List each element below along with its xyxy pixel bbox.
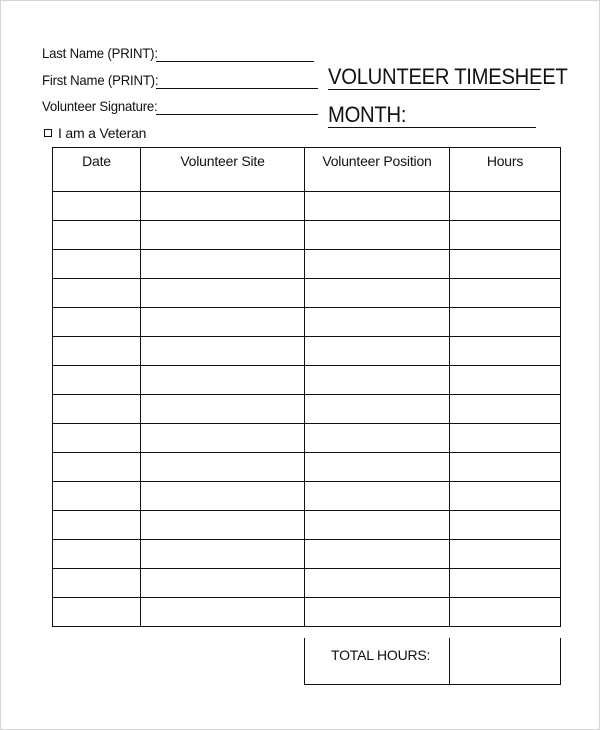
table-row bbox=[53, 250, 561, 279]
volunteer-site-cell[interactable] bbox=[141, 395, 305, 424]
volunteer-position-cell[interactable] bbox=[305, 250, 450, 279]
veteran-checkbox-row[interactable] bbox=[44, 125, 146, 141]
volunteer-site-cell[interactable] bbox=[141, 366, 305, 395]
hours-cell[interactable] bbox=[450, 308, 561, 337]
date-cell[interactable] bbox=[53, 424, 141, 453]
date-cell[interactable] bbox=[53, 482, 141, 511]
volunteer-position-cell[interactable] bbox=[305, 511, 450, 540]
date-cell[interactable] bbox=[53, 192, 141, 221]
hours-cell[interactable] bbox=[450, 337, 561, 366]
column-header-date: Date bbox=[53, 148, 141, 192]
veteran-label: I am a Veteran bbox=[58, 125, 147, 141]
hours-cell[interactable] bbox=[450, 598, 561, 627]
volunteer-site-cell[interactable] bbox=[141, 511, 305, 540]
hours-cell[interactable] bbox=[450, 511, 561, 540]
column-header-site: Volunteer Site bbox=[141, 148, 305, 192]
hours-cell[interactable] bbox=[450, 395, 561, 424]
total-hours-label: TOTAL HOURS: bbox=[305, 638, 450, 685]
first-name-label: First Name (PRINT): bbox=[42, 72, 159, 88]
column-header-hours: Hours bbox=[450, 148, 561, 192]
volunteer-site-cell[interactable] bbox=[141, 453, 305, 482]
table-row bbox=[53, 598, 561, 627]
volunteer-position-cell[interactable] bbox=[305, 337, 450, 366]
hours-cell[interactable] bbox=[450, 366, 561, 395]
table-row bbox=[53, 540, 561, 569]
timesheet-table bbox=[52, 147, 561, 627]
veteran-checkbox[interactable] bbox=[44, 129, 52, 137]
table-row bbox=[53, 453, 561, 482]
volunteer-position-cell[interactable] bbox=[305, 221, 450, 250]
date-cell[interactable] bbox=[53, 337, 141, 366]
volunteer-position-cell[interactable] bbox=[305, 308, 450, 337]
date-cell[interactable] bbox=[53, 221, 141, 250]
hours-cell[interactable] bbox=[450, 279, 561, 308]
hours-cell[interactable] bbox=[450, 221, 561, 250]
signature-label: Volunteer Signature: bbox=[42, 98, 158, 114]
hours-cell[interactable] bbox=[450, 569, 561, 598]
date-cell[interactable] bbox=[53, 569, 141, 598]
signature-field[interactable] bbox=[156, 114, 318, 115]
volunteer-site-cell[interactable] bbox=[141, 279, 305, 308]
volunteer-position-cell[interactable] bbox=[305, 540, 450, 569]
total-hours-cell[interactable] bbox=[450, 638, 561, 685]
date-cell[interactable] bbox=[53, 598, 141, 627]
table-row bbox=[53, 569, 561, 598]
month-label: MONTH: bbox=[328, 102, 407, 127]
date-cell[interactable] bbox=[53, 540, 141, 569]
date-cell[interactable] bbox=[53, 453, 141, 482]
volunteer-site-cell[interactable] bbox=[141, 540, 305, 569]
hours-cell[interactable] bbox=[450, 250, 561, 279]
total-hours-block bbox=[304, 638, 561, 685]
volunteer-site-cell[interactable] bbox=[141, 598, 305, 627]
hours-cell[interactable] bbox=[450, 453, 561, 482]
volunteer-site-cell[interactable] bbox=[141, 250, 305, 279]
hours-cell[interactable] bbox=[450, 192, 561, 221]
table-row bbox=[53, 308, 561, 337]
volunteer-site-cell[interactable] bbox=[141, 337, 305, 366]
volunteer-position-cell[interactable] bbox=[305, 192, 450, 221]
table-row bbox=[53, 511, 561, 540]
volunteer-site-cell[interactable] bbox=[141, 569, 305, 598]
volunteer-position-cell[interactable] bbox=[305, 279, 450, 308]
last-name-field[interactable] bbox=[156, 61, 314, 62]
last-name-label: Last Name (PRINT): bbox=[42, 45, 158, 61]
date-cell[interactable] bbox=[53, 366, 141, 395]
title-underline bbox=[328, 89, 540, 90]
table-row bbox=[53, 279, 561, 308]
volunteer-site-cell[interactable] bbox=[141, 424, 305, 453]
volunteer-position-cell[interactable] bbox=[305, 482, 450, 511]
date-cell[interactable] bbox=[53, 511, 141, 540]
volunteer-site-cell[interactable] bbox=[141, 192, 305, 221]
table-row bbox=[53, 366, 561, 395]
hours-cell[interactable] bbox=[450, 424, 561, 453]
hours-cell[interactable] bbox=[450, 482, 561, 511]
volunteer-position-cell[interactable] bbox=[305, 453, 450, 482]
date-cell[interactable] bbox=[53, 279, 141, 308]
first-name-field[interactable] bbox=[156, 88, 318, 89]
table-row bbox=[53, 482, 561, 511]
volunteer-position-cell[interactable] bbox=[305, 366, 450, 395]
volunteer-position-cell[interactable] bbox=[305, 395, 450, 424]
volunteer-position-cell[interactable] bbox=[305, 569, 450, 598]
hours-cell[interactable] bbox=[450, 540, 561, 569]
date-cell[interactable] bbox=[53, 395, 141, 424]
table-row bbox=[53, 221, 561, 250]
column-header-position: Volunteer Position bbox=[305, 148, 450, 192]
date-cell[interactable] bbox=[53, 250, 141, 279]
volunteer-site-cell[interactable] bbox=[141, 221, 305, 250]
table-row bbox=[53, 395, 561, 424]
month-field[interactable] bbox=[328, 127, 536, 128]
volunteer-site-cell[interactable] bbox=[141, 308, 305, 337]
table-row bbox=[53, 337, 561, 366]
table-header-row bbox=[53, 148, 561, 192]
table-row bbox=[53, 424, 561, 453]
volunteer-position-cell[interactable] bbox=[305, 424, 450, 453]
total-hours-row bbox=[305, 638, 561, 685]
page-title: VOLUNTEER TIMESHEET bbox=[328, 64, 568, 89]
volunteer-position-cell[interactable] bbox=[305, 598, 450, 627]
table-row bbox=[53, 192, 561, 221]
volunteer-site-cell[interactable] bbox=[141, 482, 305, 511]
timesheet-body bbox=[53, 192, 561, 627]
date-cell[interactable] bbox=[53, 308, 141, 337]
